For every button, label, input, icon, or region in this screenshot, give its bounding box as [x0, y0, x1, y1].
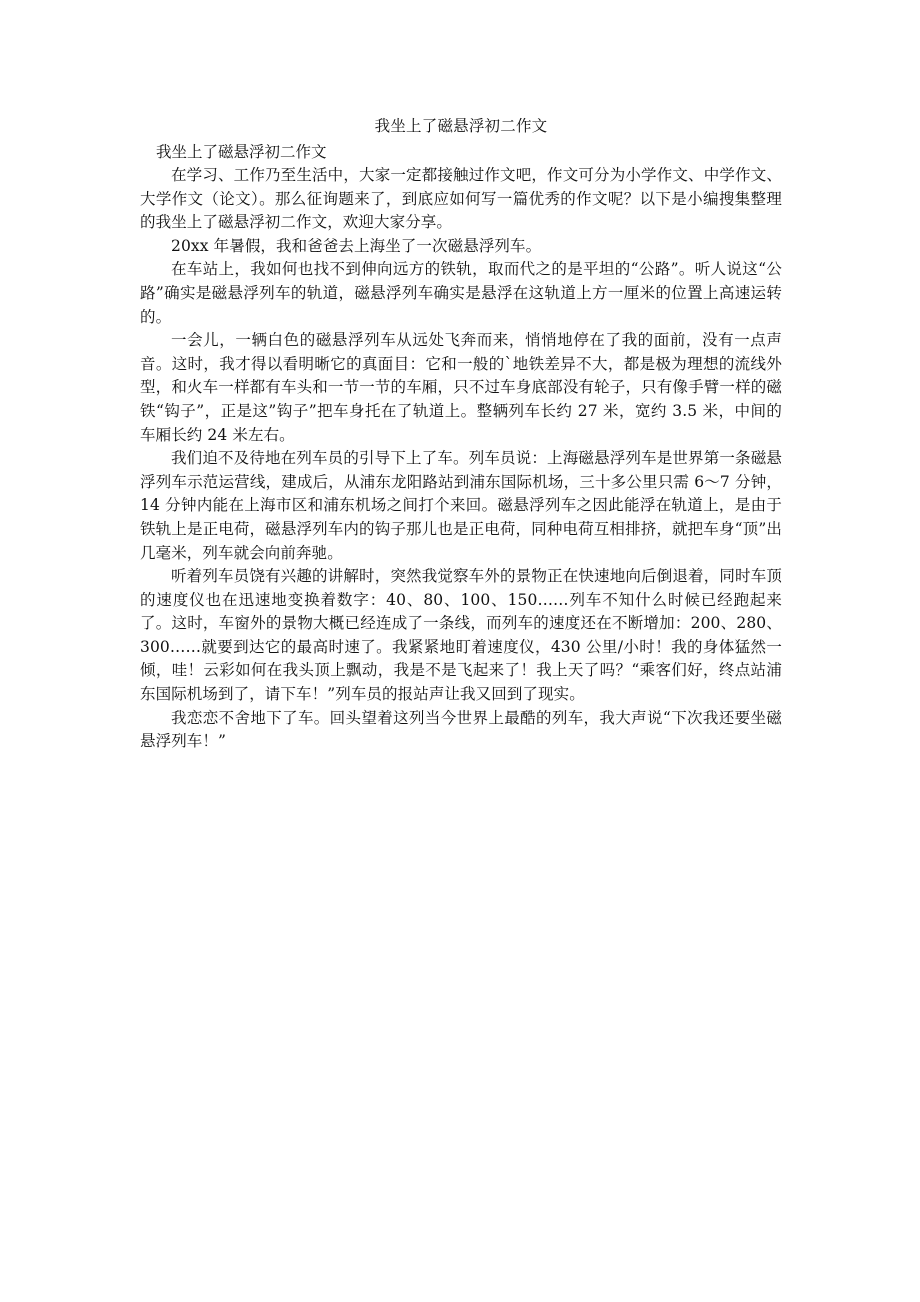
- paragraph-intro: 在学习、工作乃至生活中，大家一定都接触过作文吧，作文可分为小学作文、中学作文、大学作文（论文）。那么征询题来了，到底应如何写一篇优秀的作文呢？以下是小编搜集整理的我坐上了磁悬浮初二作文，欢迎大家分享。: [140, 166, 782, 232]
- document-subtitle: 我坐上了磁悬浮初二作文: [156, 143, 327, 161]
- document-title: 我坐上了磁悬浮初二作文: [374, 117, 548, 135]
- paragraph-boarding: 我们迫不及待地在列车员的引导下上了车。列车员说：上海磁悬浮列车是世界第一条磁悬浮列车示范运营线，建成后，从浦东龙阳路站到浦东国际机场，三十多公里只需 6～7 分钟，14 分钟内能在上海市区和浦东机场之间打个来回。磁悬浮列车之因此能浮在轨道上，是由于铁轨上是正电荷，磁悬浮列车内的钩子那儿也是正电荷，同种电荷互相排挤，就把车身“顶”出几毫米，列车就会向前奔驰。: [140, 449, 782, 562]
- paragraph-station: 在车站上，我如何也找不到伸向远方的铁轨，取而代之的是平坦的“公路”。听人说这“公路”确实是磁悬浮列车的轨道，磁悬浮列车确实是悬浮在这轨道上方一厘米的位置上高速运转的。: [140, 260, 782, 326]
- paragraph-ending: 我恋恋不舍地下了车。回头望着这列当今世界上最酷的列车，我大声说“下次我还要坐磁悬浮列车！”: [140, 708, 782, 751]
- paragraph-train-arrival: 一会儿，一辆白色的磁悬浮列车从远处飞奔而来，悄悄地停在了我的面前，没有一点声音。这时，我才得以看明晰它的真面目：它和一般的`地铁差异不大，都是极为理想的流线外型，和火车一样都有车头和一节一节的车厢，只不过车身底部没有轮子，只有像手臂一样的磁铁“钩子”，正是这”钩子”把车身托在了轨道上。整辆列车长约 27 米，宽约 3.5 米，中间的车厢长约 24 米左右。: [140, 331, 782, 444]
- paragraph-summer-trip: 20xx 年暑假，我和爸爸去上海坐了一次磁悬浮列车。: [171, 236, 542, 255]
- document-page: [140, 114, 782, 754]
- paragraph-speed: 听着列车员饶有兴趣的讲解时，突然我觉察车外的景物正在快速地向后倒退着，同时车顶的速度仪也在迅速地变换着数字：40、80、100、150……列车不知什么时候已经跑起来了。这时，车窗外的景物大概已经连成了一条线，而列车的速度还在不断增加：200、280、300……就要到达它的最高时速了。我紧紧地盯着速度仪，430 公里/小时！我的身体猛然一倾，哇！云彩如何在我头顶上飘动，我是不是飞起来了！我上天了吗？“乘客们好，终点站浦东国际机场到了，请下车！”列车员的报站声让我又回到了现实。: [140, 567, 782, 704]
